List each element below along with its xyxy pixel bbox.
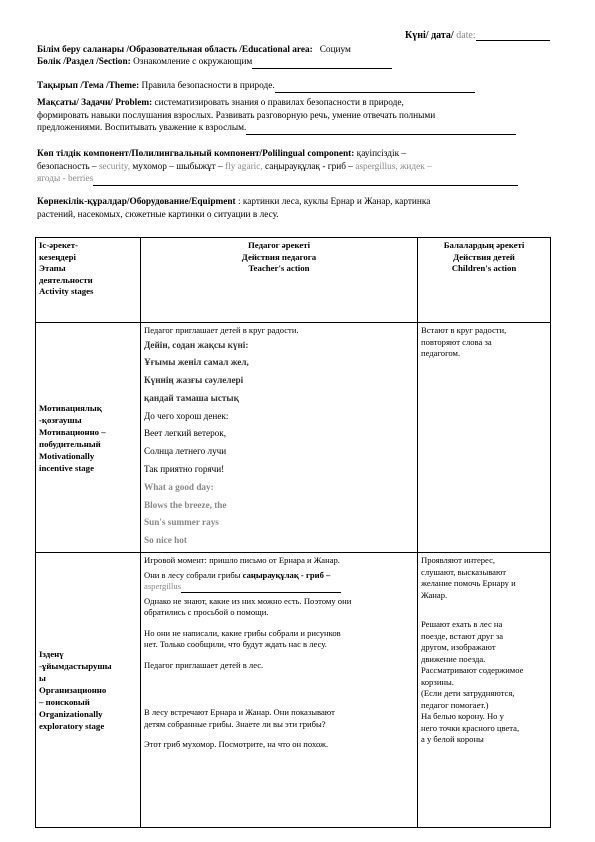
stage-line: Ізденү bbox=[39, 649, 64, 660]
teacher-line: Но они не написали, какие грибы собрали и рисунков bbox=[144, 627, 341, 638]
teacher-line: Педагог приглашает детей в лес. bbox=[144, 659, 264, 670]
poly-fill-line bbox=[93, 175, 518, 186]
children-line: На белью корону. Но у bbox=[421, 711, 504, 722]
teacher-line: Игровой момент: пришло письмо от Ернара и Жанар. bbox=[144, 555, 340, 566]
poly-word-en-3: aspergillus, bbox=[355, 161, 398, 172]
stage-line: exploratory stage bbox=[39, 721, 105, 732]
teacher-line: обратились с просьбой о помощи. bbox=[144, 607, 269, 618]
stage-line: – поисковый bbox=[39, 697, 90, 708]
polilingual-block bbox=[37, 148, 547, 186]
table-row-organization bbox=[36, 553, 551, 828]
header-teacher-line: Teacher's action bbox=[248, 263, 310, 273]
header-stage-cell bbox=[36, 238, 141, 323]
stage-motivation-cell bbox=[36, 323, 141, 553]
theme-fill-line bbox=[275, 82, 475, 93]
teacher-line: детям собранные грибы. Знаете ли вы эти грибы? bbox=[144, 718, 326, 729]
stage-line: Organizationally bbox=[39, 709, 103, 720]
poem-line: Blows the breeze, the bbox=[144, 499, 227, 510]
poly-word-ru-4: ягоды - bbox=[37, 174, 66, 184]
children-motivation-cell bbox=[418, 323, 551, 553]
goal-text-1: систематизировать знания о правилах безопасности в природе, bbox=[154, 98, 404, 108]
lesson-table bbox=[35, 237, 551, 828]
table-row-motivation bbox=[36, 323, 551, 553]
header-children-line: Балалардың әрекеті bbox=[443, 240, 525, 250]
poly-word-kz-3: саңырауқұлақ - гриб – bbox=[265, 161, 353, 172]
stage-line: побудительный bbox=[39, 438, 101, 449]
section-line bbox=[37, 56, 547, 69]
stage-line: -ұйымдастырушы bbox=[39, 661, 112, 672]
stage-line: Мотивациялық bbox=[39, 402, 102, 413]
header-children-line: Действия детей bbox=[453, 251, 515, 262]
teacher-line: Однако не знают, какие из них можно есть. Поэтому они bbox=[144, 595, 352, 606]
header-stage-line: Этапы bbox=[39, 263, 66, 273]
children-organization-cell bbox=[418, 553, 551, 828]
header-teacher-line: Действия педагога bbox=[241, 251, 317, 262]
header-stage-line: деятельности bbox=[39, 274, 93, 285]
educational-area-line bbox=[37, 44, 547, 57]
children-line: Встают в круг радости, bbox=[421, 325, 507, 335]
goal-text-3: предложениями. Воспитывать уважение к взрослым. bbox=[37, 123, 247, 133]
teacher-text: Они в лесу собрали грибы bbox=[144, 569, 241, 580]
header-teacher-line: Педагог әрекеті bbox=[247, 240, 311, 250]
poem-line: Sun's summer rays bbox=[144, 517, 219, 528]
children-line: Решают ехать в лес на bbox=[421, 619, 503, 630]
table-header-row bbox=[36, 238, 551, 323]
teacher-line: В лесу встречают Ернара и Жанар. Они показывают bbox=[144, 707, 335, 718]
teacher-motivation-cell bbox=[141, 323, 418, 553]
poem-line: қандай тамаша ыстық bbox=[144, 392, 239, 403]
header-teacher-cell bbox=[141, 238, 418, 323]
stage-line: Организационно bbox=[39, 685, 107, 696]
date-fill-line bbox=[476, 31, 550, 41]
children-line: педагогом. bbox=[421, 348, 461, 358]
children-line: слушают, высказывают bbox=[421, 566, 507, 577]
poly-word-ru-2: мухомор – шыбыжұт – bbox=[132, 161, 223, 172]
poem-line: Солнца летнего лучи bbox=[144, 446, 227, 457]
equipment-text-2: растений, насекомых, сюжетные картинки о ситуации в лесу. bbox=[37, 209, 279, 220]
theme-line bbox=[37, 80, 547, 93]
poly-word-en-4: berries bbox=[67, 174, 94, 184]
teacher-line bbox=[144, 581, 414, 593]
children-line: корзины. bbox=[421, 676, 454, 687]
children-line: Проявляют интерес, bbox=[421, 555, 496, 566]
fill-line bbox=[181, 583, 341, 593]
equipment-text-1: : картинки леса, куклы Ернар и Жанар, картинка bbox=[237, 197, 431, 207]
equipment-label: Көрнекілік-құралдар/Оборудование/Equipment bbox=[37, 197, 236, 207]
teacher-organization-cell bbox=[141, 553, 418, 828]
header-children-line: Children's action bbox=[451, 263, 517, 273]
poly-word-en-1: security, bbox=[98, 161, 131, 172]
stage-line: Мотивационно – bbox=[39, 426, 106, 437]
poem-line: So nice hot bbox=[144, 535, 187, 546]
section-label: Бөлік /Раздел /Section: bbox=[37, 57, 131, 67]
educational-area-label: Білім беру саланары /Образовательная область /Educational area: bbox=[37, 45, 313, 55]
children-line: Рассматривают содержимое bbox=[421, 665, 524, 676]
theme-value: Правила безопасности в природе. bbox=[141, 81, 275, 91]
stage-line: ы bbox=[39, 673, 46, 684]
date-label: Күні/ дата/ bbox=[405, 30, 454, 41]
header-children-cell bbox=[418, 238, 551, 323]
teacher-line: нет. Только сообщили, что будут ждать нас в лесу. bbox=[144, 639, 327, 650]
teacher-line: Этот гриб мухомор. Посмотрите, на что он похож. bbox=[144, 739, 329, 750]
poly-word-en-2: fly agaric, bbox=[225, 161, 263, 172]
header-stage-line: Activity stages bbox=[39, 286, 94, 296]
polilingual-label: Көп тілдік компонент/Полилингвальный компонент/Polilingual component: bbox=[37, 149, 355, 159]
teacher-text-bold: саңырауқұлақ - гриб – bbox=[242, 569, 331, 580]
date-label-en: date: bbox=[456, 30, 476, 41]
stage-line: Motivationally bbox=[39, 450, 95, 461]
poem-line: Ұғымы женіл самал жел, bbox=[144, 357, 249, 368]
date-line bbox=[405, 30, 550, 41]
poly-word-ru-1: безопасность – bbox=[37, 161, 97, 172]
poly-word-kz-4: жидек – bbox=[400, 161, 432, 172]
children-line: повторяют слова за bbox=[421, 336, 492, 347]
poem-line: Так приятно горячи! bbox=[144, 464, 225, 475]
poem-line: Веет легкий ветерок, bbox=[144, 428, 227, 439]
header-stage-line: Іс-әрекет- bbox=[39, 240, 78, 250]
children-line: педагог помогает.) bbox=[421, 699, 489, 710]
header-stage-line: кезеңдері bbox=[39, 251, 76, 262]
teacher-intro: Педагог приглашает детей в круг радости. bbox=[144, 325, 299, 335]
goal-text-2: формировать навыки послушания взрослых. Развивать разговорную речь, умение отвечать полными bbox=[37, 110, 436, 121]
children-line: (Если дети затрудняются, bbox=[421, 688, 515, 699]
goal-fill-line bbox=[246, 124, 516, 135]
theme-label: Тақырып /Тема /Theme: bbox=[37, 81, 140, 91]
stage-organization-cell bbox=[36, 553, 141, 828]
goal-label: Мақсаты/ Задачи/ Problem: bbox=[37, 98, 153, 108]
section-fill-line bbox=[252, 58, 392, 69]
teacher-text-grey: aspergillus bbox=[144, 581, 182, 592]
poly-word-kz-1: қауіпсіздік – bbox=[356, 149, 407, 159]
poem-line: What a good day: bbox=[144, 481, 214, 492]
goal-block bbox=[37, 97, 547, 135]
poem bbox=[144, 337, 414, 551]
poem-line: Дейін, содан жақсы күні: bbox=[144, 339, 249, 350]
equipment-block bbox=[37, 196, 547, 221]
children-line: другом, изображают bbox=[421, 642, 496, 653]
poem-line: Күннің жазғы сәулелері bbox=[144, 375, 244, 386]
stage-line: -қозғаушы bbox=[39, 414, 82, 425]
teacher-line bbox=[144, 570, 414, 582]
educational-area-value: Социум bbox=[319, 45, 351, 55]
stage-line: incentive stage bbox=[39, 462, 94, 473]
children-line: поезде, встают друг за bbox=[421, 630, 504, 641]
section-value: Ознакомление с окружающим bbox=[133, 57, 253, 67]
children-line: движение поезда. bbox=[421, 653, 486, 664]
children-line: а у белой короны bbox=[421, 734, 484, 745]
children-line: Жанар. bbox=[421, 589, 448, 600]
poem-line: До чего хорош денек: bbox=[144, 410, 229, 421]
children-line: желание помочь Ернару и bbox=[421, 578, 516, 589]
children-line: него точки красного цвета, bbox=[421, 722, 520, 733]
